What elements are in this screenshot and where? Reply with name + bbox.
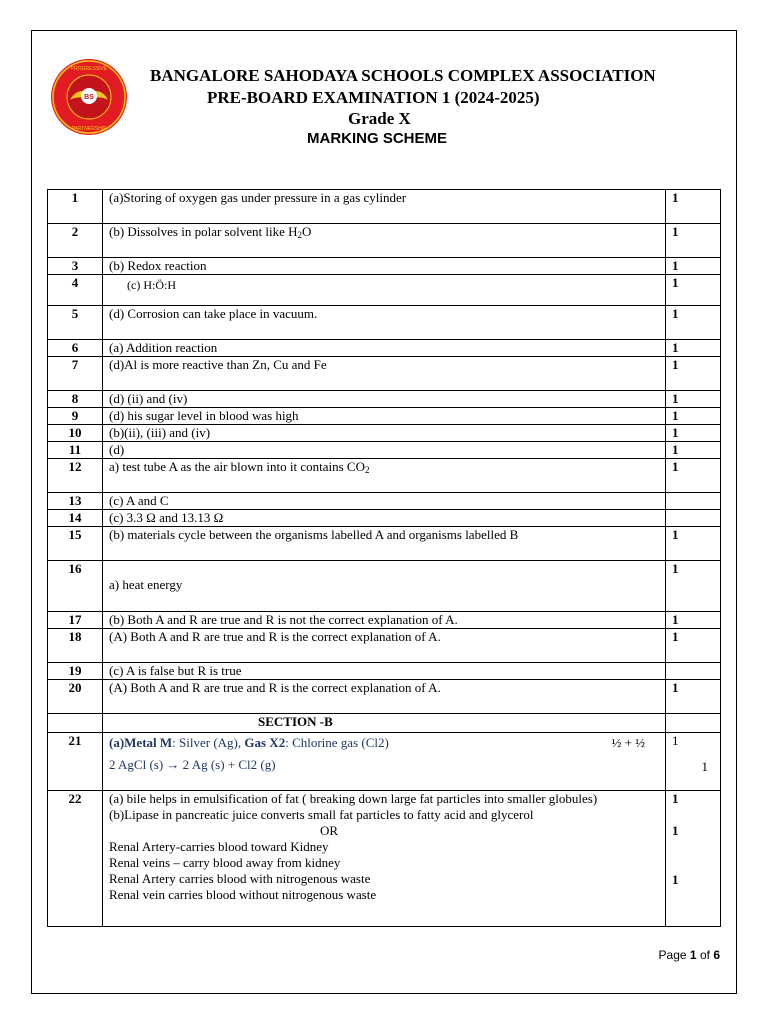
question-number: 6 (48, 340, 103, 357)
marks (666, 510, 721, 527)
table-row (48, 224, 721, 258)
answer-22: (a) bile helps in emulsification of fat ( breaking down large fat particles into smaller globules) (b)Lipase in pancreatic juice converts small fat particles to fatty acid and glycerol OR Renal Artery-carries blood toward Kidney Renal veins – carry blood away from kidney Renal Artery carries blood with nitrogenous waste Renal vein carries blood without nitrogenous waste (103, 791, 666, 927)
marks: 1 (666, 680, 721, 714)
marks: 1 (666, 357, 721, 391)
question-number: 5 (48, 306, 103, 340)
marks: 1 (666, 629, 721, 663)
marks: 1 (666, 561, 721, 612)
table-row (48, 527, 721, 561)
table-row (48, 459, 721, 493)
answer (103, 275, 666, 306)
svg-text:PROGRESSIVE: PROGRESSIVE (70, 66, 108, 72)
half-marks: ½ + ½ (611, 735, 645, 750)
marks: 1 (666, 340, 721, 357)
question-number: 16 (48, 561, 103, 612)
question-number: 10 (48, 425, 103, 442)
question-number: 3 (48, 258, 103, 275)
marks: 1 (666, 224, 721, 258)
table-row (48, 275, 721, 306)
question-number: 8 (48, 391, 103, 408)
table-row (48, 190, 721, 224)
question-number: 19 (48, 663, 103, 680)
question-number: 17 (48, 612, 103, 629)
table-row (48, 306, 721, 340)
table-row (48, 258, 721, 275)
answer: (c) A is false but R is true (103, 663, 666, 680)
question-number: 1 (48, 190, 103, 224)
table-row (48, 425, 721, 442)
lewis-structure-water: (c) H:Ö:H (127, 278, 176, 292)
svg-text:BS: BS (84, 94, 94, 101)
header-association: BANGALORE SAHODAYA SCHOOLS COMPLEX ASSOCIATION (150, 66, 656, 85)
section-b-heading: SECTION -B (103, 714, 666, 733)
table-row (48, 493, 721, 510)
marks: 1 (666, 190, 721, 224)
marks: 1 1 1 (666, 791, 721, 927)
table-row (48, 791, 721, 927)
table-row (48, 442, 721, 459)
question-number: 9 (48, 408, 103, 425)
marks: 1 (666, 391, 721, 408)
question-number: 12 (48, 459, 103, 493)
question-number: 11 (48, 442, 103, 459)
answer: (c) A and C (103, 493, 666, 510)
table-row (48, 408, 721, 425)
question-number: 21 (48, 733, 103, 791)
header-exam: PRE-BOARD EXAMINATION 1 (2024-2025) (207, 88, 540, 107)
table-row (48, 391, 721, 408)
question-number: 20 (48, 680, 103, 714)
school-logo (50, 58, 128, 136)
table-row (48, 561, 721, 612)
answer: (d) (103, 442, 666, 459)
marks: 1 (666, 408, 721, 425)
answer-21: (a)Metal M: Silver (Ag), Gas X2: Chlorine gas (Cl2) ½ + ½ 2 AgCl (s) → 2 Ag (s) + Cl2 (g) (103, 733, 666, 791)
answer: (d) his sugar level in blood was high (103, 408, 666, 425)
equation: 2 AgCl (s) → 2 Ag (s) + Cl2 (g) (109, 757, 276, 772)
table-row (48, 357, 721, 391)
answer: (b)(ii), (iii) and (iv) (103, 425, 666, 442)
answer: (b) Both A and R are true and R is not the correct explanation of A. (103, 612, 666, 629)
question-number: 7 (48, 357, 103, 391)
answer: (a)Storing of oxygen gas under pressure in a gas cylinder (103, 190, 666, 224)
header-grade: Grade X (348, 109, 411, 128)
answer: (b) Dissolves in polar solvent like $H_2O$ (103, 224, 666, 258)
table-row (48, 733, 721, 791)
table-row (48, 629, 721, 663)
marks (666, 493, 721, 510)
question-number: 14 (48, 510, 103, 527)
answer: (A) Both A and R are true and R is the correct explanation of A. (103, 680, 666, 714)
question-number: 13 (48, 493, 103, 510)
answer: a) test tube A as the air blown into it contains $CO_2$ (103, 459, 666, 493)
marks: 1 (666, 612, 721, 629)
svg-text:PARTNERSHIP: PARTNERSHIP (71, 126, 107, 132)
marks: 1 (666, 258, 721, 275)
answer: (b) materials cycle between the organisms labelled A and organisms labelled B (103, 527, 666, 561)
question-number: 18 (48, 629, 103, 663)
answer: (b) Redox reaction (103, 258, 666, 275)
marking-scheme-table (47, 189, 721, 927)
answer: (c) 3.3 Ω and 13.13 Ω (103, 510, 666, 527)
table-row (48, 510, 721, 527)
marks: 1 (666, 442, 721, 459)
question-number: 15 (48, 527, 103, 561)
marks (666, 663, 721, 680)
question-number: 22 (48, 791, 103, 927)
answer: a) heat energy (103, 561, 666, 612)
question-number: 2 (48, 224, 103, 258)
marks: 1 1 (666, 733, 721, 791)
answer: (a) Addition reaction (103, 340, 666, 357)
marks: 1 (666, 425, 721, 442)
marks: 1 (666, 459, 721, 493)
header-marking-scheme: MARKING SCHEME (307, 130, 448, 147)
marks: 1 (666, 275, 721, 306)
table-row (48, 340, 721, 357)
table-row (48, 612, 721, 629)
marks: 1 (666, 306, 721, 340)
page-footer: Page 1 of 6 (658, 948, 720, 962)
section-b-row (48, 714, 721, 733)
answer: (d)Al is more reactive than Zn, Cu and Fe (103, 357, 666, 391)
question-number: 4 (48, 275, 103, 306)
answer: (A) Both A and R are true and R is the correct explanation of A. (103, 629, 666, 663)
table-row (48, 680, 721, 714)
marks: 1 (666, 527, 721, 561)
answer: (d) Corrosion can take place in vacuum. (103, 306, 666, 340)
table-row (48, 663, 721, 680)
answer: (d) (ii) and (iv) (103, 391, 666, 408)
